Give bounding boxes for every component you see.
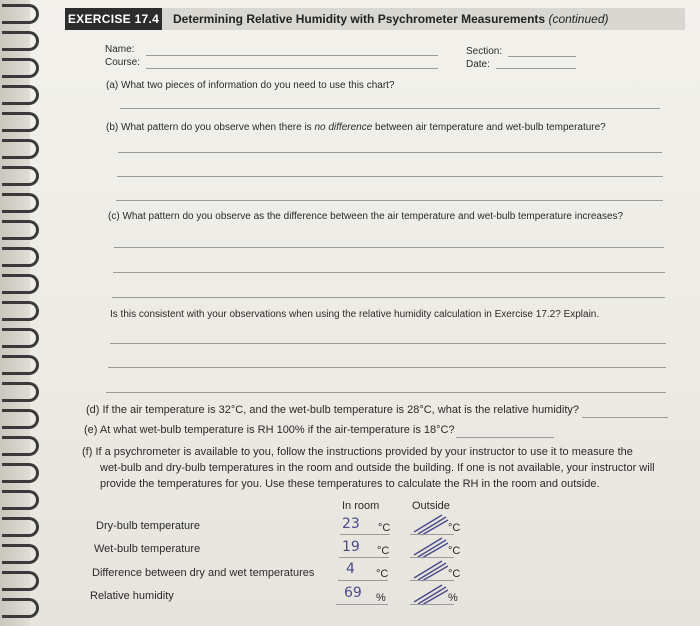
- answer-line[interactable]: [110, 343, 666, 344]
- difference-in-unit: °C: [376, 568, 389, 580]
- spiral-ring: [2, 220, 39, 240]
- course-label: Course:: [105, 57, 141, 68]
- difference-in-value[interactable]: 4: [346, 561, 355, 577]
- spiral-ring: [2, 58, 39, 78]
- difference-out-line: [410, 580, 454, 581]
- relative-humidity-out-line: [410, 604, 454, 605]
- question-d: (d) If the air temperature is 32°C, and the wet-bulb temperature is 28°C, what is the relative humidity?: [86, 404, 580, 416]
- spiral-ring: [2, 328, 39, 348]
- wet-bulb-out-unit: °C: [448, 545, 461, 557]
- spiral-ring: [2, 112, 39, 132]
- name-line[interactable]: [146, 55, 438, 56]
- question-c-followup: Is this consistent with your observations when using the relative humidity calculation in Exercise 17.2? Explain.: [110, 309, 600, 320]
- continued-note: (continued): [548, 12, 609, 26]
- question-e: (e) At what wet-bulb temperature is RH 100% if the air-temperature is 18°C?: [84, 424, 455, 436]
- row-label-difference: Difference between dry and wet temperatures: [92, 567, 315, 579]
- answer-line[interactable]: [108, 367, 666, 368]
- answer-line-d[interactable]: [582, 417, 668, 418]
- question-f-line3: provide the temperatures for you. Use these temperatures to calculate the RH in the room and outside.: [100, 478, 600, 490]
- dry-bulb-in-unit: °C: [378, 522, 391, 534]
- section-label: Section:: [466, 46, 503, 57]
- question-a: (a) What two pieces of information do you need to use this chart?: [106, 80, 395, 91]
- relative-humidity-in-unit: %: [376, 592, 386, 604]
- column-in-room: In room: [342, 500, 380, 512]
- wet-bulb-in-unit: °C: [377, 545, 390, 557]
- answer-line[interactable]: [117, 176, 663, 177]
- spiral-ring: [2, 436, 39, 456]
- scribble-out-dry-bulb: [412, 512, 452, 536]
- wet-bulb-in-value[interactable]: 19: [342, 539, 360, 555]
- row-label-relative-humidity: Relative humidity: [90, 590, 174, 602]
- spiral-ring: [2, 31, 39, 51]
- answer-line[interactable]: [112, 297, 665, 298]
- spiral-ring: [2, 544, 39, 564]
- scribble-out-relative-humidity: [412, 582, 452, 606]
- relative-humidity-in-line: [336, 604, 388, 605]
- question-f-line1: (f) If a psychrometer is available to you, follow the instructions provided by your instructor to use it to measure the: [82, 446, 633, 458]
- spiral-ring: [2, 139, 39, 159]
- spiral-ring: [2, 85, 39, 105]
- relative-humidity-out-unit: %: [448, 592, 458, 604]
- scribble-out-wet-bulb: [412, 535, 452, 559]
- spiral-ring: [2, 166, 39, 186]
- question-c: (c) What pattern do you observe as the difference between the air temperature and wet-bulb temperature increases?: [108, 211, 624, 222]
- difference-out-unit: °C: [448, 568, 461, 580]
- spiral-ring: [2, 247, 39, 267]
- name-label: Name:: [105, 44, 135, 55]
- dry-bulb-out-unit: °C: [448, 522, 461, 534]
- exercise-header: [65, 8, 685, 30]
- answer-line-e[interactable]: [456, 437, 554, 438]
- spiral-ring: [2, 4, 39, 24]
- row-label-dry-bulb: Dry-bulb temperature: [96, 520, 200, 532]
- answer-line[interactable]: [113, 272, 665, 273]
- dry-bulb-in-value[interactable]: 23: [342, 516, 360, 532]
- date-label: Date:: [466, 59, 490, 70]
- question-f-line2: wet-bulb and dry-bulb temperatures in the room and outside the building. If one is not available, your instructor will: [100, 462, 655, 474]
- spiral-ring: [2, 382, 39, 402]
- answer-line[interactable]: [120, 108, 660, 109]
- spiral-ring: [2, 463, 39, 483]
- question-b: (b) What pattern do you observe when there is no difference between air temperature and wet-bulb temperature?: [106, 122, 606, 133]
- spiral-ring: [2, 301, 39, 321]
- spiral-ring: [2, 274, 39, 294]
- dry-bulb-in-line: [340, 534, 390, 535]
- relative-humidity-in-value[interactable]: 69: [344, 585, 362, 601]
- row-label-wet-bulb: Wet-bulb temperature: [94, 543, 201, 555]
- spiral-ring: [2, 598, 39, 618]
- answer-line[interactable]: [118, 152, 662, 153]
- spiral-ring: [2, 409, 39, 429]
- answer-line[interactable]: [114, 247, 664, 248]
- spiral-ring: [2, 571, 39, 591]
- column-outside: Outside: [412, 500, 450, 512]
- scribble-out-difference: [412, 558, 452, 582]
- spiral-ring: [2, 193, 39, 213]
- date-line[interactable]: [496, 68, 576, 69]
- exercise-tag: EXERCISE 17.4: [65, 8, 162, 30]
- wet-bulb-in-line: [339, 557, 389, 558]
- answer-line[interactable]: [106, 392, 666, 393]
- difference-in-line: [338, 580, 388, 581]
- exercise-title: Determining Relative Humidity with Psychrometer Measurements (continued): [173, 12, 609, 26]
- answer-line[interactable]: [116, 200, 663, 201]
- spiral-ring: [2, 490, 39, 510]
- course-line[interactable]: [146, 68, 438, 69]
- spiral-ring: [2, 355, 39, 375]
- section-line[interactable]: [508, 56, 576, 57]
- spiral-ring: [2, 517, 39, 537]
